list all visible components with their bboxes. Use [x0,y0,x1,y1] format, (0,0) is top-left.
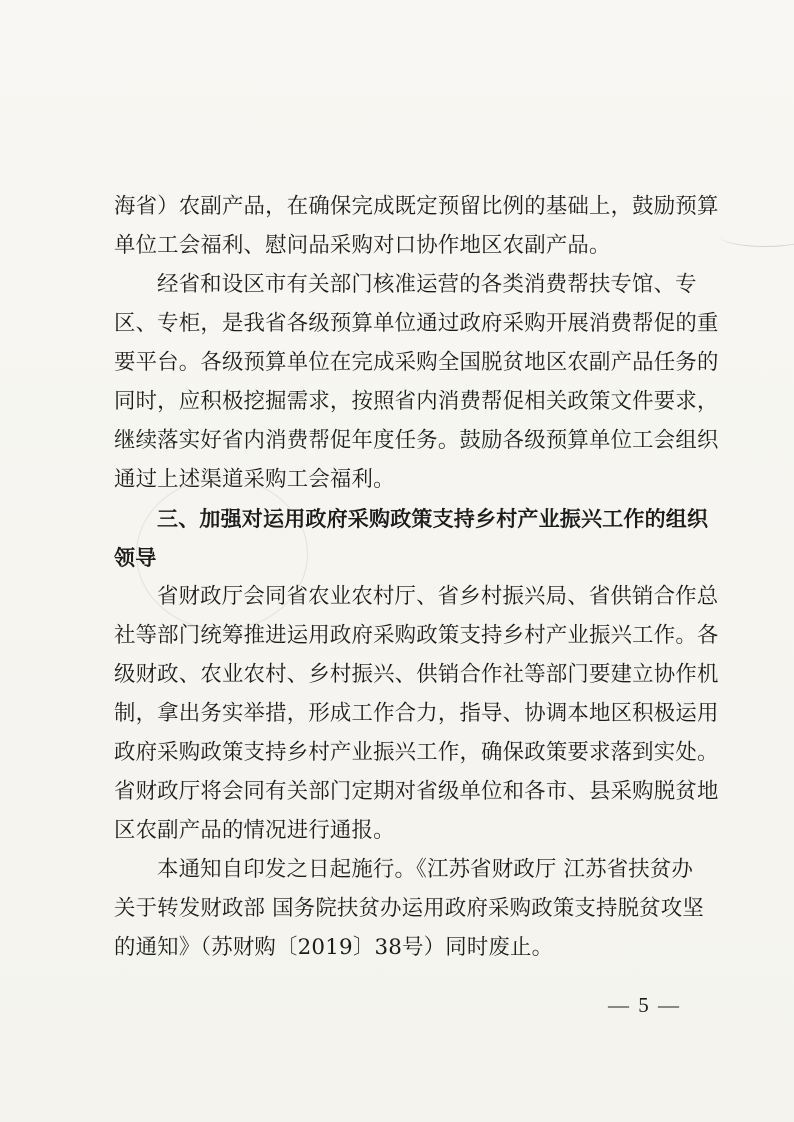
body-line: 的通知》（苏财购〔2019〕38号）同时废止。 [114,935,554,960]
body-line: 社等部门统筹推进运用政府采购政策支持乡村产业振兴工作。各 [114,623,719,648]
body-line: 要平台。各级预算单位在完成采购全国脱贫地区农副产品任务的 [114,350,719,375]
body-line: 通过上述渠道采购工会福利。 [114,467,395,492]
body-line: 区、专柜，是我省各级预算单位通过政府采购开展消费帮促的重 [114,311,719,336]
section-heading: 领导 [114,546,157,570]
body-line: 单位工会福利、慰问品采购对口协作地区农副产品。 [114,233,611,258]
body-line: 省财政厅将会同有关部门定期对省级单位和各市、县采购脱贫地 [114,779,719,804]
body-line: 制，拿出务实举措，形成工作合力，指导、协调本地区积极运用 [114,701,719,726]
section-heading: 三、加强对运用政府采购政策支持乡村产业振兴工作的组织 [157,507,709,531]
body-line: 政府采购政策支持乡村产业振兴工作，确保政策要求落到实处。 [114,740,719,765]
body-line: 关于转发财政部 国务院扶贫办运用政府采购政策支持脱贫攻坚 [114,896,704,921]
body-line: 本通知自印发之日起施行。《江苏省财政厅 江苏省扶贫办 [157,857,694,882]
body-line: 级财政、农业农村、乡村振兴、供销合作社等部门要建立协作机 [114,662,719,687]
body-line: 海省）农副产品，在确保完成既定预留比例的基础上，鼓励预算 [114,194,719,219]
page-edge-mark [720,226,794,247]
page-number: — 5 — [608,993,681,1017]
body-line: 经省和设区市有关部门核准运营的各类消费帮扶专馆、专 [157,272,697,297]
body-line: 省财政厅会同省农业农村厅、省乡村振兴局、省供销合作总 [157,584,719,609]
body-line: 同时，应积极挖掘需求，按照省内消费帮促相关政策文件要求， [114,389,719,414]
body-line: 继续落实好省内消费帮促年度任务。鼓励各级预算单位工会组织 [114,428,719,453]
body-line: 区农副产品的情况进行通报。 [114,818,395,843]
